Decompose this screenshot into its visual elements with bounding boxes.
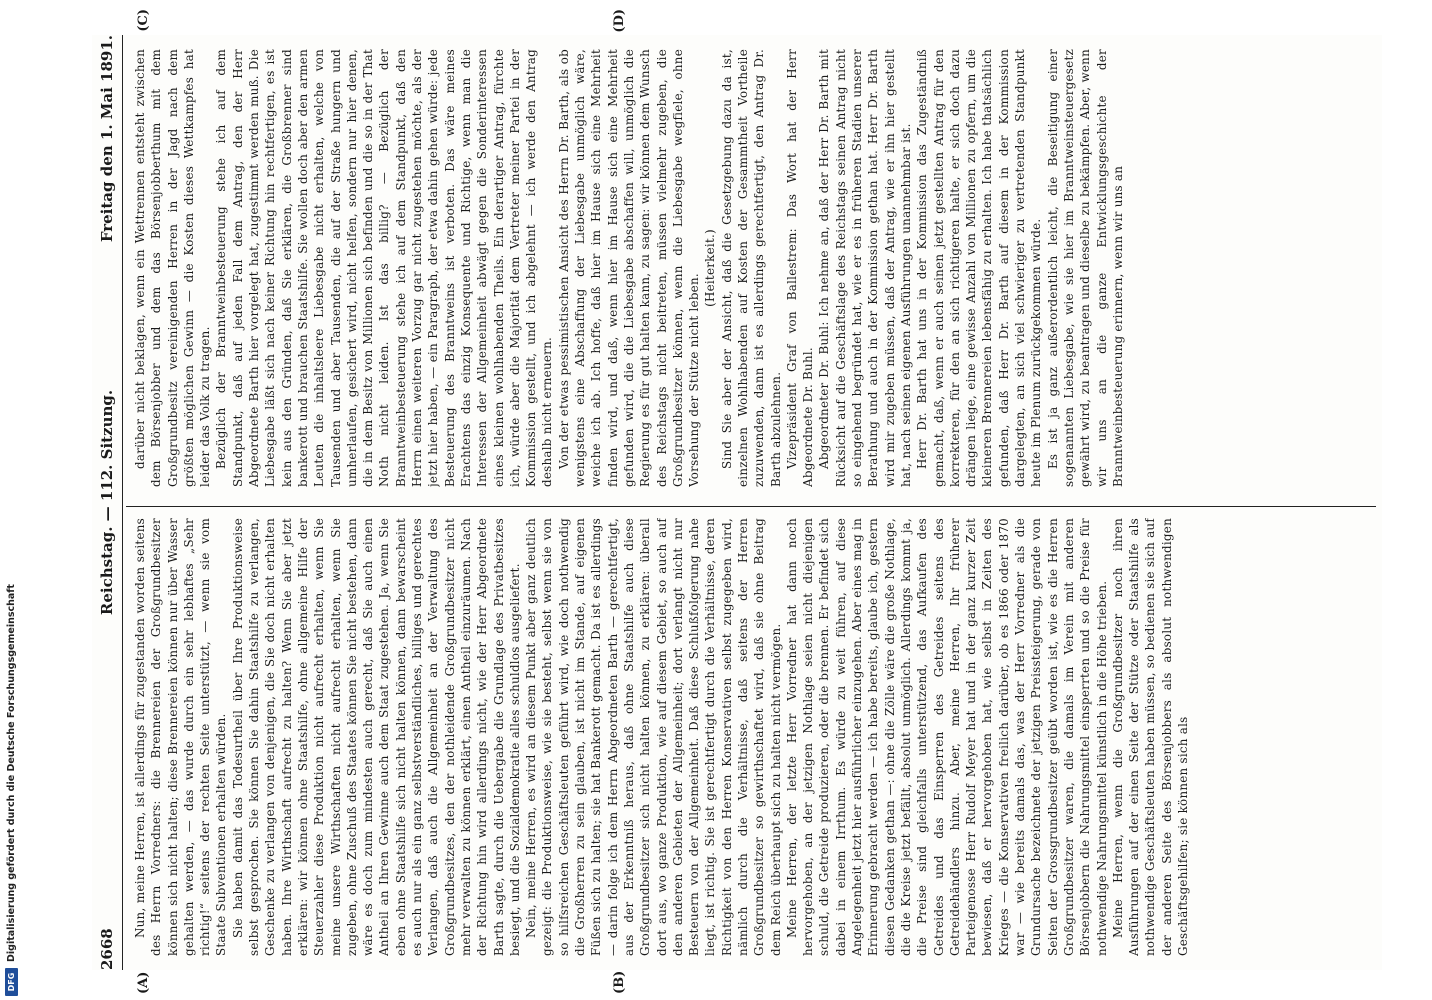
paragraph: Meine Herren, wenn die Großgrundbesitzer noch ihren Ausführungen auf der einen Seite der Stütze oder Staatshilfe als nothwendige Geschäftsleuten haben müssen, so bedienen sie sich auf der anderen Seite des Börsenjobbers als absolut nothwendigen Geschäftsgehilfen; sie können sich als <box>1110 518 1190 956</box>
speaker-paragraph: Vizepräsident Graf von Ballestrem: Das Wort hat der Herr Abgeordnete Dr. Buhl. <box>784 49 816 487</box>
paragraph: Nein, meine Herren, es wird an diesem Punkt aber ganz deutlich gezeigt: die Produktionsweise, wie sie besteht, selbst wenn sie von so hilfsreichen Geschäftsleuten geführt wird, wie doch nothwendig die Großherren zu sein glauben, ist nicht im Stande, auf eigenen Füßen sich zu halten; sie hat Bankerott gemacht. Da ist es allerdings — darin folge ich dem Herrn Abgeordneten Barth — gerechtfertigt, aus der Erkenntniß heraus, daß ohne Staatshilfe auch diese Großgrundbesitzer sich nicht halten können, zu erklären: überall dort aus, wo ganze Produktion, wie auf diesem Gebiet, so auch auf den anderen Gebieten der Allgemeinheit; dort verlangt nicht nur Besteuern von der Allgemeinheit. Daß diese Schlußfolgerung nahe liegt, ist richtig. Sie ist gerechtfertigt durch die Verhältnisse, deren Richtigkeit von den Herren Konservativen selbst zugegeben wird, nämlich durch die Verhältnisse, daß seitens der Herren Großgrundbesitzer so gewirthschaftet wird, daß sie ohne Beitrag dem Reich überhaupt sich zu halten nicht vermögen. <box>524 518 783 956</box>
paragraph: Herr Dr. Barth hat uns in der Kommission das Zugeständniß gemacht, daß, wenn er auch seinen jetzt gestellten Antrag für den korrekteren, für den an sich richtigeren halte, er sich doch dazu drängen liege, eine gewisse Anzahl von Millionen zu opfern, um die kleineren Brennereien lebensfähig zu erhalten. Ich habe thatsächlich gefunden, daß Herr Dr. Barth auf diesem in der Kommission dargelegten, an sich viel schwieriger zu vertretenden Standpunkt heute im Plenum zurückgekommen würde. <box>915 49 1044 487</box>
paragraph: Bezüglich der Branntweinbesteuerung stehe ich auf dem Standpunkt, daß auf jeden Fall dem Antrag, den der Herr Abgeordnete Barth hier vorgelegt hat, zugestimmt werden muß. Die Liebesgabe läßt sich nach keiner Richtung hin rechtfertigen, es ist kein aus den Gründen, daß Sie erklären, die Großbrenner sind bankerott und brauchen Staatshilfe. Sie wollen doch aber den armen Leuten die inhaltsleere Liebesgabe nicht erhalten, welche von Tausenden und aber Tausenden, die auf der Straße hungern und umherlaufen, gesichert wird, nicht helfen, sondern nur hier denen, die in dem Besitz von Millionen sich befinden und die so in der That Noth nicht leiden. Ist das billig? — Bezüglich der Branntweinbesteuerung stehe ich auf dem Standpunkt, daß den Herrn einen weiteren Vorzug gar nicht zugestehen möchte, als der jetzt hier haben, — ein Paragraph, der etwa dahin gehen würde: jede Besteuerung des Branntweins ist verboten. Das wäre meines Erachtens das einzig Konsequente und Richtige, wenn man die Interessen der Allgemeinheit abwägt gegen die Sonderinteressen eines kleinen wohlhabenden Theils. Ein derartiger Antrag, fürchte ich, würde aber die Majorität dem Vertreter meiner Partei in der Kommission gestellt, und ich abgelehnt — ich werde den Antrag deshalb nicht erneuern. <box>214 49 555 487</box>
paragraph: Von der etwas pessimistischen Ansicht des Herrn Dr. Barth, als ob wenigstens eine Abschaffung der Liebesgabe unmöglich wäre, weiche ich ab. Ich hoffe, daß hier im Hause sich eine Mehrheit finden wird, und daß, wenn hier im Hause sich eine Mehrheit gefunden wird, die die Liebesgabe abschaffen will, unmöglich die Regierung es für gut halten kann, zu sagen: wir können dem Wunsch des Reichstags nicht beitreten, müssen vielmehr zugeben, die Großgrundbesitzer können, wenn die Liebesgabe wegfiele, ohne Vorsehung der Stütze nicht leben. <box>556 49 702 487</box>
paragraph: Sind Sie aber der Ansicht, daß die Gesetzgebung dazu da ist, einzelnen Wohlhabenden auf Kosten der Gesammtheit Vortheile zuzuwenden, dann ist es allerdings gerechtfertigt, den Antrag Dr. Barth abzulehnen. <box>719 49 783 487</box>
header-divider <box>122 35 123 970</box>
page-number: 2668 <box>98 928 116 970</box>
paragraph: Meine Herren, der letzte Herr Vorredner hat dann noch hervorgehoben, an der jetzigen Nothlage seien nicht diejenigen schuld, die Getreide produzieren, oder die brennen. Er befindet sich dabei in einem Irrthum. Es würde zu weit führen, auf diese Angelegenheit jetzt hier ausführlicher einzugehen. Aber eines mag in Erinnerung gebracht werden — ich habe bereits, glaube ich, gestern diesen Gedanken gethan —: ohne die Zölle wäre die große Nothlage, die die Kreise jetzt befällt, absolut unmöglich. Allerdings kommt ja, die Preise sind gleichfalls unterstützend, das Aufkaufen des Getreides und das Einsperren des Getreides seitens des Getreidehändlers hinzu. Aber, meine Herren, Ihr früherer Parteigenosse Herr Rudolf Meyer hat und in der ganz kurzer Zeit bewiesen, daß er hervorgehoben hat, wie selbst in Zeiten des Krieges — die Konservativen freilich darüber, ob es 1866 oder 1870 war — wie bereits damals das, was der Herr Vorredner als die Grundursache bezeichnete der jetzigen Preissteigerung, gerade von Seiten der Grossgrundbesitzer geübt worden ist, wie es die Herren Großgrundbesitzer waren, die damals im Verein mit anderen Börsenjobbern die Nahrungsmittel einsperrten und so die Preise für nothwendige Nahrungsmittel künstlich in die Höhe trieben. <box>784 518 1109 956</box>
right-column <box>132 49 1377 487</box>
margin-marker-a: (A) <box>136 971 151 994</box>
page-date: Freitag den 1. Mai 1891. <box>98 35 116 243</box>
page-title: Reichstag. — 112. Sitzung. <box>98 389 116 616</box>
paragraph: Es ist ja ganz außerordentlich leicht, die Beseitigung einer sogenannten Liebesgabe, wie sie hier im Branntweinsteuergesetz gewährt wird, zu beantragen und dieselbe zu bekämpfen. Aber, wenn wir uns an die ganze Entwicklungsgeschichte der Branntweinbesteuerung erinnern, wenn wir uns an <box>1045 49 1125 487</box>
margin-marker-c: (C) <box>136 9 151 32</box>
margin-marker-d: (D) <box>612 9 627 33</box>
newspaper-page <box>92 9 1382 994</box>
paragraph: Nun, meine Herren, ist allerdings für zugestanden worden seitens des Herrn Vorredners: die Brennereien der Großgrundbesitzer können sich nicht halten; diese Brennereien können nur über Wasser gehalten werden, — das wurde durch ein sehr lebhaftes „Sehr richtig!“ seitens der rechten Seite unterstützt, — wenn sie vom Staate Subventionen erhalten würden. <box>133 518 229 956</box>
footer-credit: Digitalisierung gefördert durch die Deutsche Forschungsgemeinschaft <box>6 584 17 962</box>
digitization-footer <box>0 0 24 1000</box>
page-header <box>98 35 120 970</box>
dfg-logo: DFG <box>5 968 18 996</box>
column-divider <box>126 506 1376 507</box>
interjection: (Heiterkeit.) <box>703 229 718 307</box>
paragraph: Sie haben damit das Todesurtheil über Ihre Produktionsweise selbst gesprochen. Sie können Sie dahin Staatshilfe zu verlangen, Geschenke zu verlangen von denjenigen, die Sie doch nicht erhalten haben. Ihre Wirthschaft aufrecht zu halten? Wenn Sie aber jetzt erklären: wir können ohne Staatshilfe, ohne allgemeine Hilfe der Steuerzahler diese Produktion nicht aufrecht erhalten, wenn Sie meine unsere Wirthschaften nicht aufrecht erhalten, wenn Sie zugeben, ohne Zuschuß des Staates können Sie nicht bestehen, dann wäre es doch zum mindesten auch gerecht, daß Sie auch einen Antheil an Ihren Gewinne auch dem Staat zugestehen. Ja, wenn Sie eben ohne Staatshilfe sich nicht halten können, dann bewarscheint es auch nur als ein ganz selbstverständliches, billiges und gerechtes Verlangen, daß auch die Allgemeinheit an der Verwaltung des Großgrundbesitzes, den der nothleidende Großgrundbesitzer nicht mehr verwalten zu können erklärt, einen Antheil einzuräumen. Nach der Richtung hin wird allerdings nicht, wie der Herr Abgeordnete Barth sagte, durch die Uebergabe die Grundlage des Privatbesitzes besiegt, und die Sozialdemokratie alles schuldlos ausgeliefert. <box>230 518 522 956</box>
margin-marker-b: (B) <box>612 970 627 994</box>
paragraph: darüber nicht beklagen, wenn ein Wettrennen entsteht zwischen dem Börsenjobber und dem das Börsenjobberthum mit dem Großgrundbesitz vereinigenden Herren in der Jagd nach dem größten möglichen Gewinn — die Kosten dieses Wettkampfes hat leider das Volk zu tragen. <box>133 49 213 487</box>
left-column <box>132 518 1377 956</box>
speaker-paragraph: Abgeordneter Dr. Buhl: Ich nehme an, daß der Herr Dr. Barth mit Rücksicht auf die Geschäftslage des Reichstags seinen Antrag nicht so eingehend begründet hat, wie er es in früheren Stadien unserer Berathung und auch in der Kommission gethan hat. Herr Dr. Barth wird mir zugeben müssen, daß der Antrag, wie er ihn hier gestellt hat, nach seinen eigenen Ausführungen unannehmbar ist. <box>817 49 913 487</box>
